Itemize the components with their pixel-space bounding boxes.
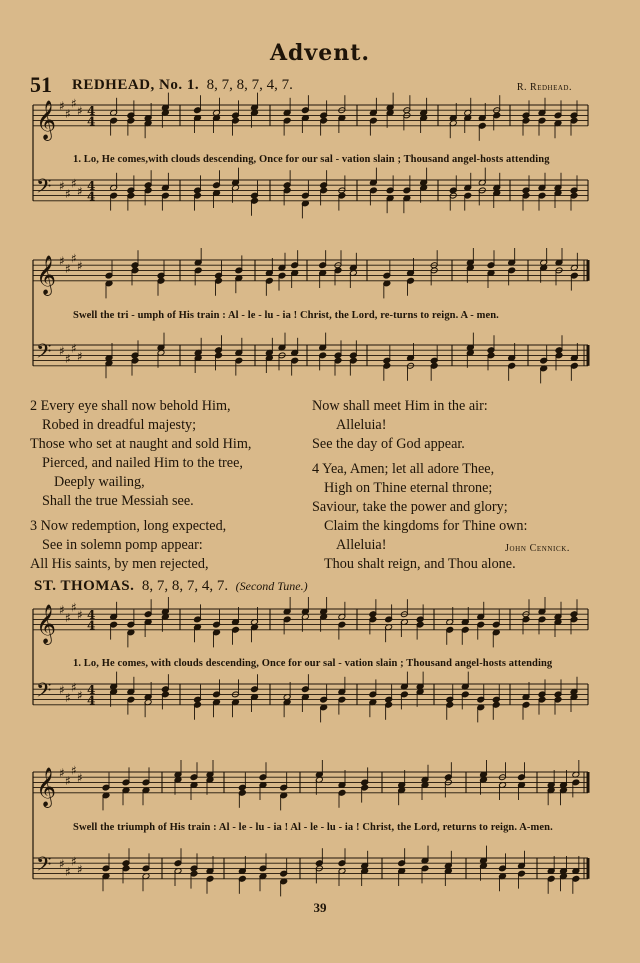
time-signature: 4 <box>87 693 96 708</box>
verse-line: Claim the kingdoms for Thine own: <box>324 518 528 534</box>
verse-line: 3 Now redemption, long expected, <box>30 518 227 534</box>
time-signature: 4 <box>87 103 96 118</box>
verse-line: Pierced, and nailed Him to the tree, <box>42 455 243 471</box>
sharp-sign: ♯ <box>65 352 71 366</box>
verse-line: Now shall meet Him in the air: <box>312 398 488 414</box>
lyric-line-4: Swell the triumph of His train : Al - le - lu - ia ! Al - le - lu - ia ! Christ, the Lord, returns to reign. A-men. <box>73 822 553 833</box>
sharp-sign: ♯ <box>59 99 65 113</box>
treble-clef: 𝄞 <box>36 603 57 644</box>
tune-meter: 8, 7, 8, 7, 4, 7. <box>206 77 293 93</box>
sharp-sign: ♯ <box>65 106 71 121</box>
verse-line: Shall the true Messiah see. <box>42 493 194 509</box>
verse-line: Alleluia! <box>336 537 387 553</box>
sharp-sign: ♯ <box>71 763 77 778</box>
sharp-sign: ♯ <box>77 771 83 786</box>
verse-line: Those who set at naught and sold Him, <box>30 436 252 452</box>
sharp-sign: ♯ <box>59 683 65 698</box>
sharp-sign: ♯ <box>71 854 77 869</box>
time-signature: 4 <box>87 114 96 129</box>
composer: R. Redhead. <box>516 82 572 93</box>
tune-name: REDHEAD, No. 1. <box>72 77 200 93</box>
verse-line: 4 Yea, Amen; let all adore Thee, <box>312 461 495 477</box>
page-number: 39 <box>313 900 327 915</box>
tune2-meter: 8, 7, 8, 7, 4, 7. <box>141 578 229 594</box>
sharp-sign: ♯ <box>59 254 65 268</box>
lyric-line-1: 1. Lo, He comes,with clouds descending, Once for our sal - vation slain ; Thousand angel-hosts attending <box>73 154 550 165</box>
sharp-sign: ♯ <box>77 862 83 877</box>
treble-clef: 𝄞 <box>36 99 57 140</box>
tune2-heading <box>34 578 308 595</box>
sharp-sign: ♯ <box>65 610 71 625</box>
sharp-sign: ♯ <box>71 176 77 191</box>
bass-clef: 𝄢 <box>36 174 52 203</box>
page-title: Advent. <box>269 40 371 66</box>
sharp-sign: ♯ <box>59 766 65 780</box>
verses-right-column <box>312 397 527 574</box>
sharp-sign: ♯ <box>77 349 83 364</box>
tune2-name: ST. THOMAS. <box>34 578 135 594</box>
bass-clef: 𝄢 <box>36 852 52 881</box>
author: John Cennick. <box>505 543 570 554</box>
sharp-sign: ♯ <box>71 680 77 695</box>
hymn-number: 51 <box>30 72 52 97</box>
sharp-sign: ♯ <box>65 261 71 276</box>
time-signature: 4 <box>87 618 96 633</box>
sharp-sign: ♯ <box>71 600 77 615</box>
bass-clef: 𝄢 <box>36 678 52 707</box>
sharp-sign: ♯ <box>59 179 65 194</box>
time-signature: 4 <box>87 682 96 697</box>
lyric-line-3: 1. Lo, He comes, with clouds descending, Once for our sal - vation slain ; Thousand angel-hosts attending <box>73 658 553 669</box>
sharp-sign: ♯ <box>65 187 71 201</box>
verses-left-column <box>30 397 251 574</box>
time-signature: 4 <box>87 178 96 193</box>
sharp-sign: ♯ <box>71 251 77 266</box>
verse-line: Robed in dreadful majesty; <box>42 417 197 433</box>
verse-line: See in solemn pomp appear: <box>42 537 203 553</box>
verse-line: All His saints, by men rejected, <box>30 556 209 572</box>
sharp-sign: ♯ <box>65 865 71 879</box>
verse-line: High on Thine eternal throne; <box>324 480 493 496</box>
sharp-sign: ♯ <box>71 341 77 356</box>
verse-line: Thou shalt reign, and Thou alone. <box>324 556 516 572</box>
time-signature: 4 <box>87 189 96 204</box>
sharp-sign: ♯ <box>59 603 65 617</box>
sharp-sign: ♯ <box>59 857 65 872</box>
sharp-sign: ♯ <box>77 259 83 274</box>
treble-clef: 𝄞 <box>36 766 57 807</box>
tune2-note: (Second Tune.) <box>235 579 308 593</box>
sharp-sign: ♯ <box>65 773 71 788</box>
verse-line: Deeply wailing, <box>54 474 145 490</box>
sharp-sign: ♯ <box>77 104 83 119</box>
sharp-sign: ♯ <box>59 344 65 359</box>
treble-clef: 𝄞 <box>36 254 57 295</box>
verse-line: Saviour, take the power and glory; <box>312 499 508 515</box>
sharp-sign: ♯ <box>65 691 71 705</box>
verse-line: Alleluia! <box>336 417 387 433</box>
sharp-sign: ♯ <box>77 608 83 623</box>
verse-line: 2 Every eye shall now behold Him, <box>30 398 231 414</box>
time-signature: 4 <box>87 607 96 622</box>
bass-clef: 𝄢 <box>36 339 52 368</box>
verse-line: See the day of God appear. <box>312 436 465 452</box>
sharp-sign: ♯ <box>77 184 83 199</box>
sharp-sign: ♯ <box>71 96 77 111</box>
sharp-sign: ♯ <box>77 688 83 703</box>
lyric-line-2: Swell the tri - umph of His train : Al - le - lu - ia ! Christ, the Lord, re-turns to reign. A - men. <box>73 310 499 321</box>
